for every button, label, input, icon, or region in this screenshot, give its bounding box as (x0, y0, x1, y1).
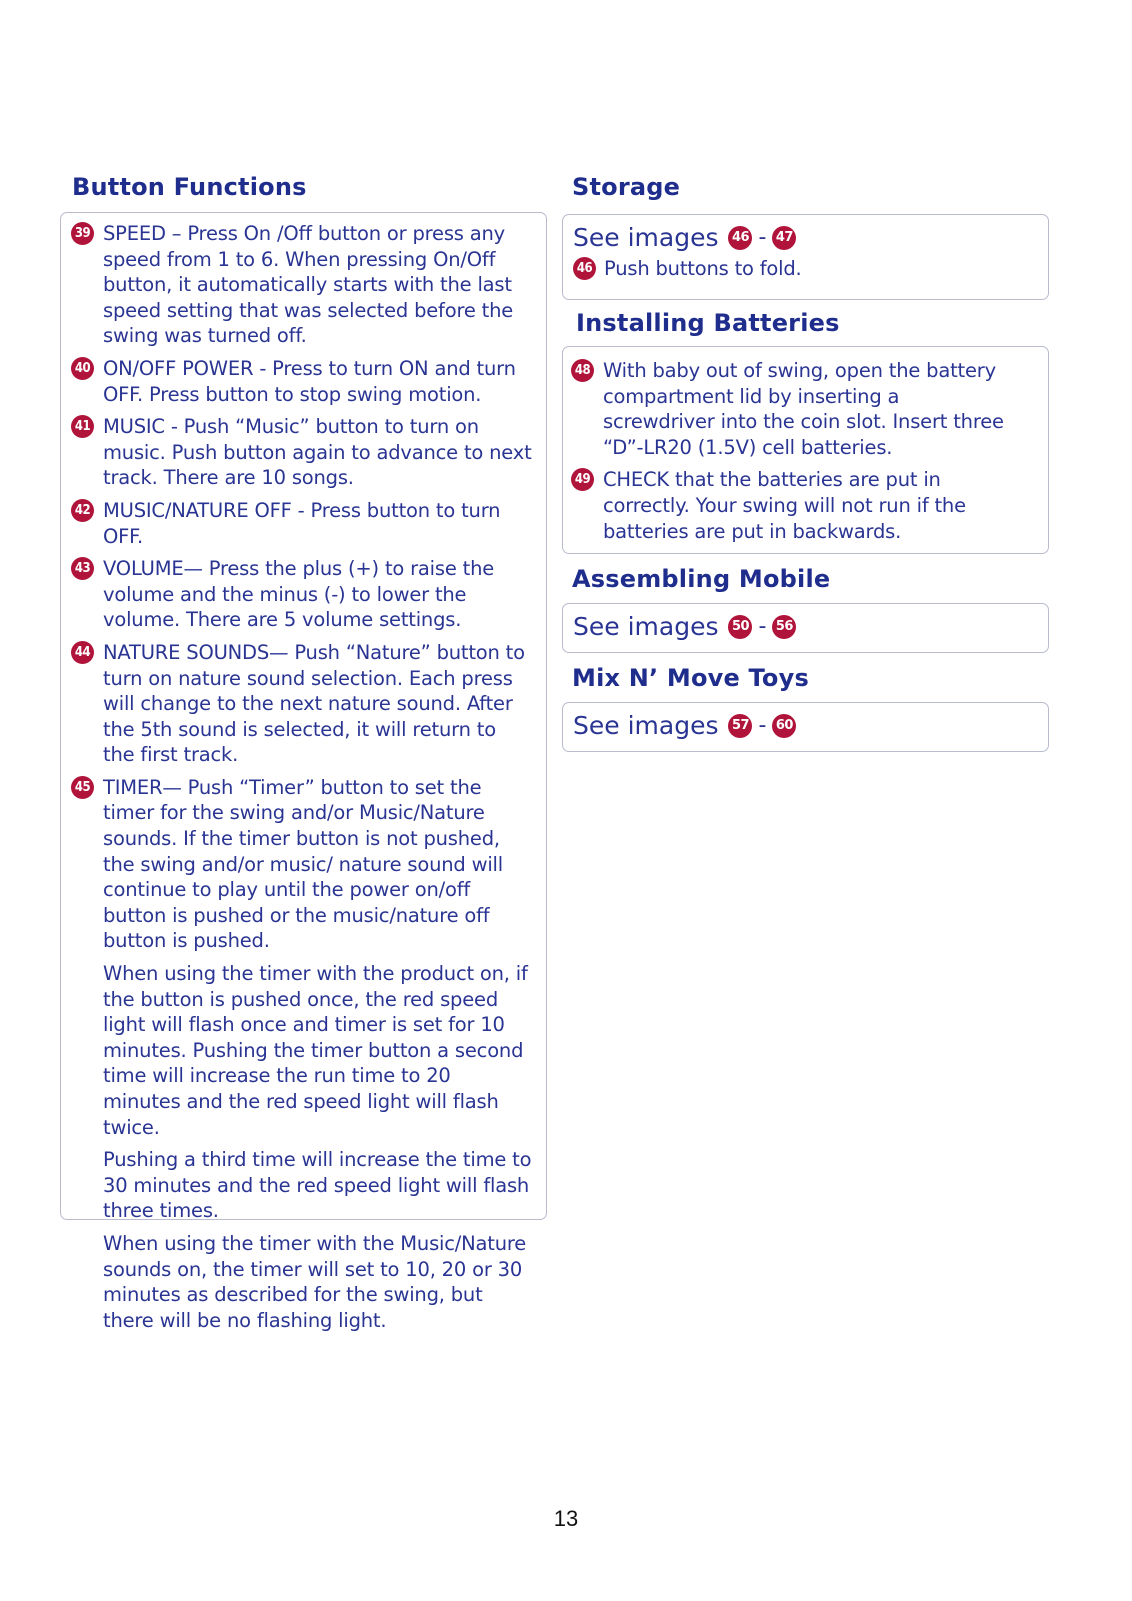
step-badge: 44 (71, 641, 94, 664)
list-item (573, 256, 1034, 282)
see-images-line (573, 711, 1034, 740)
list-item-text: TIMER— Push “Timer” button to set the timer for the swing and/or Music/Nature sounds. If the timer button is not pushed, the swing and/or music/ nature sound will continue to play until the power on/off button is pushed or the music/nature off button is pushed. (103, 775, 503, 953)
list-item-text: With baby out of swing, open the battery compartment lid by inserting a screwdriver into the coin slot. Insert three “D”-LR20 (1.5V) cell batteries. (603, 359, 1004, 459)
list-item (74, 775, 532, 954)
step-badge: 39 (71, 222, 94, 245)
mix-move-toys-box (562, 702, 1049, 752)
range-dash: - (758, 225, 767, 250)
assembling-mobile-heading: Assembling Mobile (572, 565, 831, 593)
step-badge: 40 (71, 357, 94, 380)
storage-heading: Storage (572, 173, 681, 201)
list-item-text: SPEED – Press On /Off button or press any speed from 1 to 6. When pressing On/Off button, it automatically starts with the last speed setting that was selected before the swing was turned off. (103, 222, 514, 348)
list-item (74, 556, 532, 633)
button-functions-heading: Button Functions (72, 173, 307, 201)
step-badge: 43 (71, 557, 94, 580)
list-item-text: MUSIC - Push “Music” button to turn on music. Push button again to advance to next track. There are 10 songs. (103, 415, 532, 490)
step-badge: 45 (71, 776, 94, 799)
list-item-text: ON/OFF POWER - Press to turn ON and turn OFF. Press button to stop swing motion. (103, 356, 516, 406)
list-item-text: MUSIC/NATURE OFF - Press button to turn OFF. (103, 498, 501, 548)
list-item (74, 640, 532, 768)
step-badge: 48 (571, 359, 594, 382)
step-badge: 49 (571, 468, 594, 491)
storage-box (562, 214, 1049, 300)
page-number: 13 (553, 1506, 579, 1531)
list-item (574, 358, 1008, 460)
step-badge: 41 (71, 415, 94, 438)
timer-paragraph: When using the timer with the Music/Nature sounds on, the timer will set to 10, 20 or 30 minutes as described for the swing, but there will be no flashing light. (103, 1231, 527, 1332)
image-ref-badge: 60 (772, 714, 796, 738)
range-dash: - (758, 713, 767, 738)
see-images-line (573, 223, 1034, 252)
step-badge: 42 (71, 499, 94, 522)
image-ref-badge: 57 (728, 714, 752, 738)
list-item-text: CHECK that the batteries are put in correctly. Your swing will not run if the batteries are put in backwards. (603, 468, 966, 543)
step-badge: 46 (573, 257, 596, 280)
mix-move-toys-heading: Mix N’ Move Toys (572, 664, 809, 692)
list-item (74, 414, 532, 491)
list-item-text: Push buttons to fold. (604, 257, 802, 280)
list-item (74, 356, 532, 407)
see-images-label: See images (573, 711, 719, 740)
assembling-mobile-box (562, 603, 1049, 653)
list-item (74, 221, 532, 349)
see-images-label: See images (573, 612, 719, 641)
button-functions-box (60, 212, 547, 1332)
list-item-text: VOLUME— Press the plus (+) to raise the volume and the minus (-) to lower the volume. There are 5 volume settings. (103, 557, 495, 632)
list-item (574, 467, 1008, 544)
image-ref-badge: 47 (772, 226, 796, 250)
image-ref-badge: 46 (728, 226, 752, 250)
timer-paragraph: When using the timer with the product on, if the button is pushed once, the red speed light will flash once and timer is set for 10 minutes. Pushing the timer button a second time will increase the run time to 20 minutes and the red speed light will flash twice. (103, 962, 528, 1139)
timer-paragraph: Pushing a third time will increase the time to 30 minutes and the red speed light will flash three times. (103, 1148, 532, 1223)
image-ref-badge: 50 (728, 615, 752, 639)
list-item (74, 498, 532, 549)
range-dash: - (758, 614, 767, 639)
list-item-text: NATURE SOUNDS— Push “Nature” button to turn on nature sound selection. Each press will change to the next nature sound. After the 5th sound is selected, it will return to the first track. (103, 640, 525, 767)
image-ref-badge: 56 (772, 615, 796, 639)
installing-batteries-heading: Installing Batteries (576, 309, 840, 337)
installing-batteries-box (562, 346, 1049, 554)
see-images-line (573, 612, 1034, 641)
see-images-label: See images (573, 223, 719, 252)
